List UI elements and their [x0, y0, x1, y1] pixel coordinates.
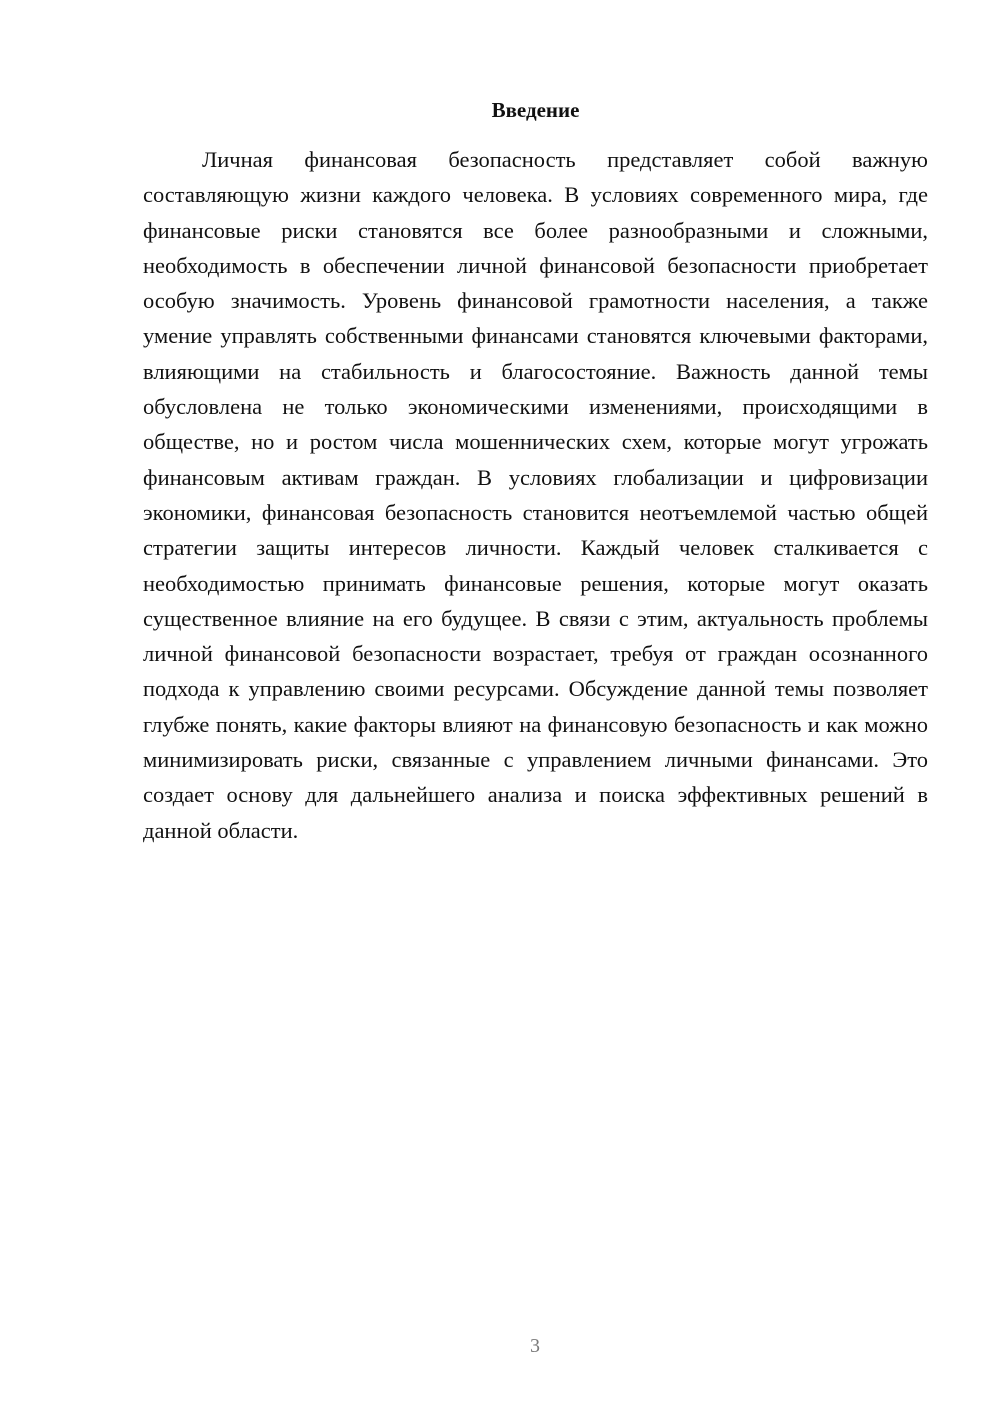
- page-number: 3: [530, 1335, 540, 1357]
- body-paragraph: Личная финансовая безопасность представляет собой важную составляющую жизни каждого человека. В условиях современного мира, где финансовые риски становятся все более разнообразными и сложными, необходимость в обеспечении личной финансовой безопасности приобретает особую значимость. Уровень финансовой грамотности населения, а также умение управлять собственными финансами становятся ключевыми факторами, влияющими на стабильность и благосостояние. Важность данной темы обусловлена не только экономическими изменениями, происходящими в обществе, но и ростом числа мошеннических схем, которые могут угрожать финансовым активам граждан. В условиях глобализации и цифровизации экономики, финансовая безопасность становится неотъемлемой частью общей стратегии защиты интересов личности. Каждый человек сталкивается с необходимостью принимать финансовые решения, которые могут оказать существенное влияние на его будущее. В связи с этим, актуальность проблемы личной финансовой безопасности возрастает, требуя от граждан осознанного подхода к управлению своими ресурсами. Обсуждение данной темы позволяет глубже понять, какие факторы влияют на финансовую безопасность и как можно минимизировать риски, связанные с управлением личными финансами. Это создает основу для дальнейшего анализа и поиска эффективных решений в данной области.: [143, 147, 928, 843]
- section-title: Введение: [491, 98, 580, 122]
